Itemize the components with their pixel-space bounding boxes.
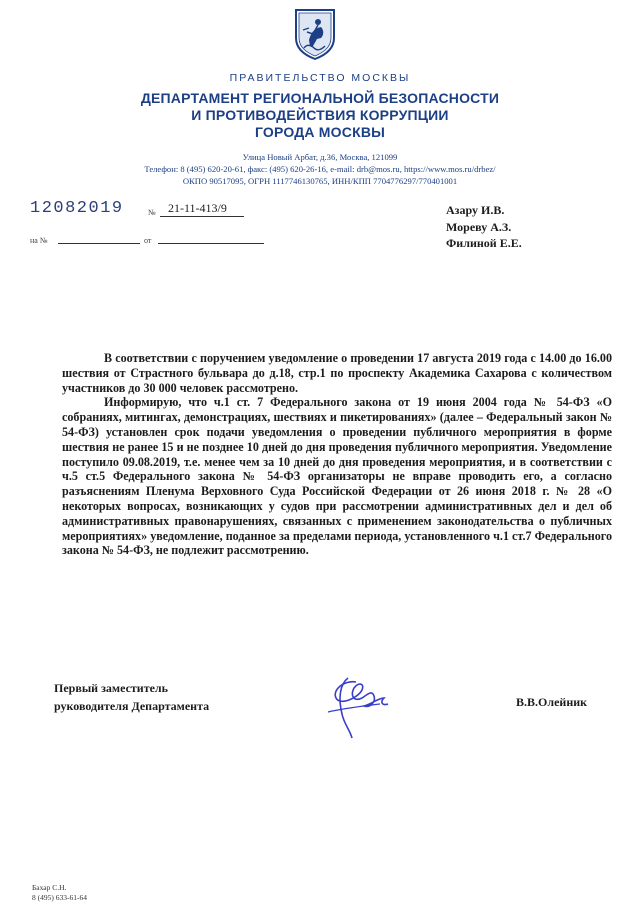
recipient: Мореву А.З. — [446, 219, 512, 234]
number-mark: № — [148, 208, 156, 217]
recipient: Филиной Е.Е. — [446, 236, 522, 250]
recipient: Азару И.В. — [446, 203, 505, 217]
department-contacts: Телефон: 8 (495) 620-20-61, факс: (495) 620-26-16, e-mail: drb@mos.ru, https://www.mos.ru/drbez/ — [144, 164, 496, 174]
reply-to-underline — [58, 243, 140, 244]
department-codes: ОКПО 90517095, ОГРН 1117746130765, ИНН/КПП 7704776297/770401001 — [182, 176, 458, 186]
recipients-block — [446, 202, 616, 252]
registration-number: 21-11-413/9 — [168, 201, 227, 215]
registration-underline — [160, 216, 244, 217]
moscow-coat-of-arms-icon — [293, 8, 337, 60]
signatory-title: Первый заместитель руководителя Департамента — [54, 681, 210, 713]
department-name: ДЕПАРТАМЕНТ РЕГИОНАЛЬНОЙ БЕЗОПАСНОСТИ И ПРОТИВОДЕЙСТВИЯ КОРРУПЦИИ ГОРОДА МОСКВЫ — [140, 90, 500, 140]
body-paragraph: В соответствии с поручением уведомление о проведении 17 августа 2019 года с 14.00 до 16.00 шествия от Страстного бульвара до д.18, стр.1 по проспекту Академика Сахарова с количеством участников до 30 000 человек рассмотрено. — [62, 351, 612, 395]
government-title: ПРАВИТЕЛЬСТВО МОСКВЫ — [229, 72, 411, 84]
handwritten-signature-icon — [318, 668, 398, 742]
executor-info: Бахар С.Н. 8 (495) 633-61-64 — [32, 883, 87, 902]
reply-date-label: от — [144, 236, 152, 245]
letter-body — [62, 351, 612, 558]
signatory-name: В.В.Олейник — [516, 695, 588, 709]
department-address: Улица Новый Арбат, д.36, Москва, 121099 — [242, 152, 398, 162]
reply-date-underline — [158, 243, 264, 244]
body-paragraph: Информирую, что ч.1 ст. 7 Федерального закона от 19 июня 2004 года № 54-ФЗ «О собраниях, митингах, демонстрациях, шествиях и пикетированиях» (далее – Федеральный закон № 54-ФЗ) установлен срок подачи уведомления о проведении публичного мероприятия в форме шествия не ранее 15 и не позднее 10 дней до дня проведения публичного мероприятия. Уведомление поступило 09.08.2019, т.е. менее чем за 10 дней до дня проведения мероприятия, и в соответствии с ч.5 ст.5 Федерального закона № 54-ФЗ организаторы не вправе проводить его, а согласно разъяснениям Пленума Верховного Суда Российской Федерации от 26 июня 2018 г. № 28 «О некоторых вопросах, возникающих у судов при рассмотрении административных дел и дел об административных правонарушениях, связанных с применением законодательства о публичных мероприятиях» уведомление, поданное за пределами периода, установленного ч.1 ст.7 Федерального закона № 54-ФЗ, не подлежит рассмотрению. — [62, 395, 612, 558]
reply-to-label: на № — [30, 236, 48, 245]
registration-date-stamp: 12082019 — [30, 199, 124, 218]
